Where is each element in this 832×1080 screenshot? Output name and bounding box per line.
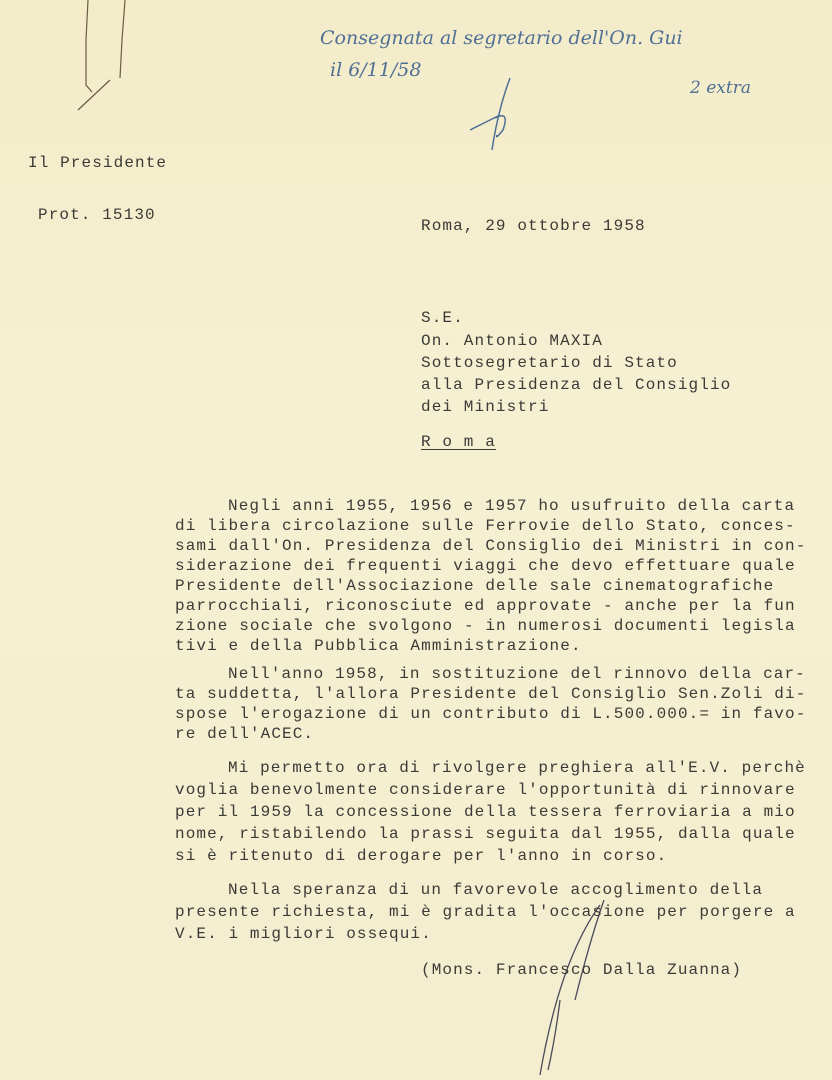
- body-line: sami dall'On. Presidenza del Consiglio dei Ministri in con-: [175, 537, 807, 555]
- handwritten-date: il 6/11/58: [330, 59, 422, 81]
- body-line: V.E. i migliori ossequi.: [175, 925, 432, 943]
- initials-mark: [470, 78, 510, 150]
- body-line: di libera circolazione sulle Ferrovie dello Stato, conces-: [175, 517, 796, 535]
- signature-stroke: [540, 900, 604, 1075]
- body-line: presente richiesta, mi è gradita l'occasione per porgere a: [175, 903, 796, 921]
- recipient-line: Sottosegretario di Stato: [421, 354, 678, 372]
- body-line: Nella speranza di un favorevole accoglimento della: [228, 881, 764, 899]
- signature-name: (Mons. Francesco Dalla Zuanna): [421, 961, 743, 979]
- recipient-line: On. Antonio MAXIA: [421, 332, 603, 350]
- body-line: parrocchiali, riconosciute ed approvate - anche per la fun: [175, 597, 796, 615]
- body-line: ta suddetta, l'allora Presidente del Consiglio Sen.Zoli di-: [175, 685, 807, 703]
- body-line: Negli anni 1955, 1956 e 1957 ho usufruito della carta: [228, 497, 796, 515]
- body-line: si è ritenuto di derogare per l'anno in corso.: [175, 847, 668, 865]
- handwritten-extra: 2 extra: [690, 78, 751, 98]
- handwritten-note: Consegnata al segretario dell'On. Gui: [320, 27, 683, 49]
- margin-pencil-marks: [78, 0, 125, 110]
- recipient-line: dei Ministri: [421, 398, 550, 416]
- body-line: per il 1959 la concessione della tessera ferroviaria a mio: [175, 803, 796, 821]
- sender-title: Il Presidente: [28, 154, 168, 172]
- recipient-line: S.E.: [421, 309, 464, 327]
- recipient-line: alla Presidenza del Consiglio: [421, 376, 732, 394]
- body-line: siderazione dei frequenti viaggi che devo effettuare quale: [175, 557, 796, 575]
- body-line: Presidente dell'Associazione delle sale cinematografiche: [175, 577, 775, 595]
- body-line: spose l'erogazione di un contributo di L.500.000.= in favo-: [175, 705, 807, 723]
- body-line: re dell'ACEC.: [175, 725, 315, 743]
- recipient-city: R o m a: [421, 433, 496, 451]
- protocol-number: Prot. 15130: [38, 206, 156, 224]
- place-date: Roma, 29 ottobre 1958: [421, 217, 646, 235]
- body-line: nome, ristabilendo la prassi seguita dal 1955, dalla quale: [175, 825, 796, 843]
- body-line: tivi e della Pubblica Amministrazione.: [175, 637, 582, 655]
- body-line: Nell'anno 1958, in sostituzione del rinnovo della car-: [228, 665, 806, 683]
- body-line: zione sociale che svolgono - in numerosi documenti legisla: [175, 617, 796, 635]
- body-line: Mi permetto ora di rivolgere preghiera all'E.V. perchè: [228, 759, 806, 777]
- body-line: voglia benevolmente considerare l'opportunità di rinnovare: [175, 781, 796, 799]
